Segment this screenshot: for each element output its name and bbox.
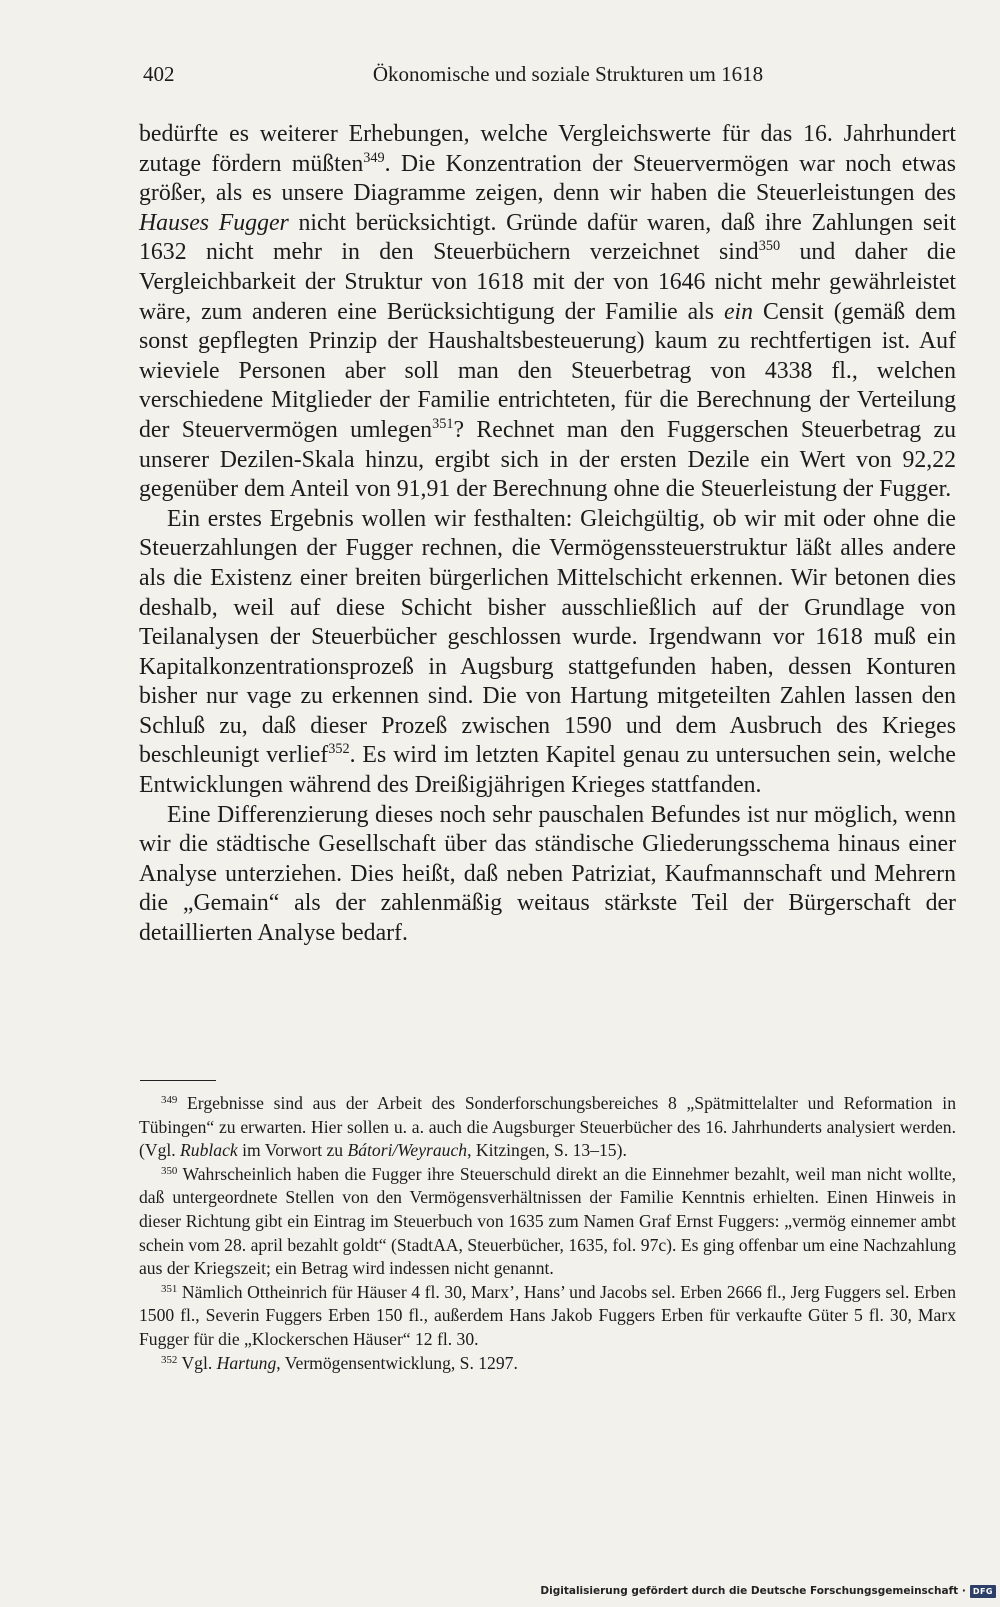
footnotes: [139, 1092, 956, 1375]
running-title: Ökonomische und soziale Strukturen um 1618: [372, 62, 764, 86]
footnote-ref-349: 349: [363, 149, 385, 166]
page-header: [143, 62, 953, 92]
footnote-rule: [140, 1080, 216, 1081]
footnote-ref-352: 352: [328, 741, 350, 758]
main-text: [139, 120, 956, 949]
page-number: 402: [143, 62, 175, 86]
footnote-352: $^{352}$ Vgl. Hartung, Vermögensentwicklung, S. 1297.: [161, 1352, 518, 1373]
footnote-349: $^{349}$ Ergebnisse sind aus der Arbeit des Sonderforschungsbereiches 8 „Spätmittelalter und Reformation in Tübingen“ zu erwarten. Hier sollen u. a. auch die Augsburger Steuerbücher des 16. Jahrhunderts analysiert werden. (Vgl. Rublack im Vorwort zu Bátori/Weyrauch, Kitzingen, S. 13–15).: [139, 1093, 956, 1161]
footnote-351: $^{351}$ Nämlich Ottheinrich für Häuser 4 fl. 30, Marx’, Hans’ und Jacobs sel. Erben 2666 fl., Jerg Fuggers sel. Erben 1500 fl., Severin Fuggers Erben 150 fl., außerdem Hans Jakob Fuggers Erben für verkaufte Güter 5 fl. 30, Marx Fugger für die „Klockerschen Häuser“ 12 fl. 30.: [139, 1281, 956, 1349]
credit-text: Digitalisierung gefördert durch die Deutsche Forschungsgemeinschaft ·: [540, 1585, 966, 1597]
digitization-credit: [540, 1583, 996, 1599]
paragraph-3: Eine Differenzierung dieses noch sehr pauschalen Befundes ist nur möglich, wenn wir die städtische Gesellschaft über das ständische Gliederungsschema hinaus einer Analyse unterziehen. Dies heißt, daß neben Patriziat, Kaufmannschaft und Mehrern die „Gemain“ als der zahlenmäßig weitaus stärkste Teil der Bürgerschaft der detaillierten Analyse bedarf.: [139, 801, 956, 947]
footnote-ref-351: 351: [432, 416, 454, 433]
paragraph-1: bedürfte es weiterer Erhebungen, welche Vergleichswerte für das 16. Jahrhundert zutage fördern müßten$^{349}$. Die Konzentration der Steuervermögen war noch etwas größer, als es unsere Diagramme zeigen, denn wir haben die Steuerleistungen des Hauses Fugger nicht berücksichtigt. Gründe dafür waren, daß ihre Zahlungen seit 1632 nicht mehr in den Steuerbüchern verzeichnet sind$^{350}$ und daher die Vergleichbarkeit der Struktur von 1618 mit der von 1646 nicht mehr gewährleistet wäre, zum anderen eine Berücksichtigung der Familie als ein Censit (gemäß dem sonst gepflegten Prinzip der Haushaltsbesteuerung) kaum zu rechtfertigen ist. Auf wieviele Personen aber soll man den Steuerbetrag von 4338 fl., welchen verschiedene Mitglieder der Familie entrichteten, für die Berechnung der Verteilung der Steuervermögen umlegen$^{351}$? Rechnet man den Fuggerschen Steuerbetrag zu unserer Dezilen-Skala hinzu, ergibt sich in der ersten Dezile ein Wert von 92,22 gegenüber dem Anteil von 91,91 der Berechnung ohne die Steuerleistung der Fugger.: [139, 121, 956, 503]
footnote-ref-350: 350: [758, 238, 781, 255]
footnote-350: $^{350}$ Wahrscheinlich haben die Fugger ihre Steuerschuld direkt an die Einnehmer bezahlt, weil man nicht wollte, daß untergeordnete Stellen von den Vermögensverhältnissen der Familie Kenntnis erhielten. Einen Hinweis in dieser Richtung gibt ein Eintrag im Steuerbuch von 1635 zum Namen Graf Ernst Fuggers: „vermög einnemer ambt schein vom 28. april bezahlt goldt“ (StadtAA, Steuerbücher, 1635, fol. 97c). Es ging offenbar um eine Nachzahlung aus der Kriegszeit; ein Betrag wird indessen nicht genannt.: [139, 1163, 956, 1279]
paragraph-2: Ein erstes Ergebnis wollen wir festhalten: Gleichgültig, ob wir mit oder ohne die Steuerzahlungen der Fugger rechnen, die Vermögenssteuerstruktur läßt alles andere als die Existenz einer breiten bürgerlichen Mittelschicht erkennen. Wir betonen dies deshalb, weil auf diese Schicht bisher ausschließlich auf der Grundlage von Teilanalysen der Steuerbücher geschlossen wurde. Irgendwann vor 1618 muß ein Kapitalkonzentrationsprozeß in Augsburg stattgefunden haben, dessen Konturen bisher nur vage zu erkennen sind. Die von Hartung mitgeteilten Zahlen lassen den Schluß zu, daß dieser Prozeß zwischen 1590 und dem Ausbruch des Krieges beschleunigt verlief$^{352}$. Es wird im letzten Kapitel genau zu untersuchen sein, welche Entwicklungen während des Dreißigjährigen Krieges stattfanden.: [139, 505, 956, 799]
dfg-logo-icon: DFG: [970, 1585, 996, 1598]
